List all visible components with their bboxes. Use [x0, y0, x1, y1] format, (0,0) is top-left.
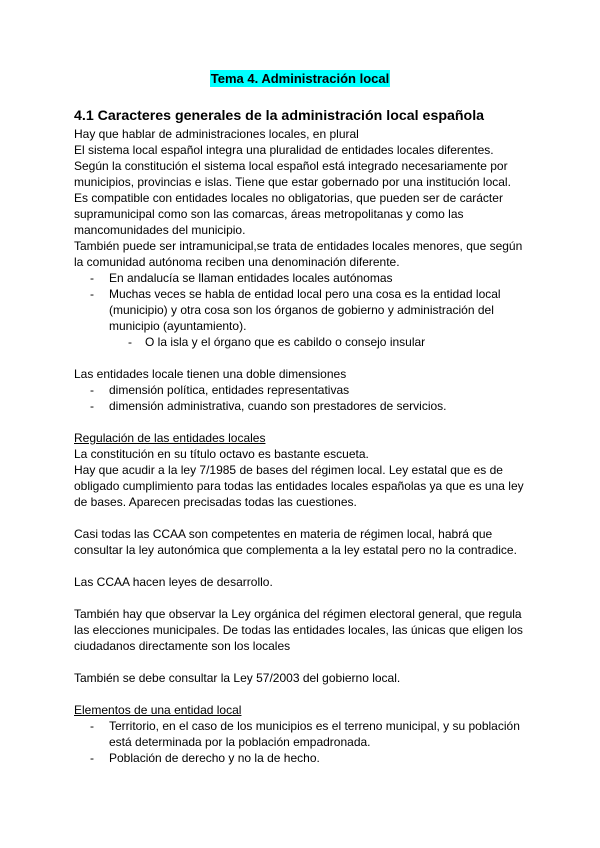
list-item: - O la isla y el órgano que es cabildo o consejo insular	[74, 334, 534, 350]
list-item: - En andalucía se llaman entidades locales autónomas	[74, 270, 534, 286]
paragraph: Casi todas las CCAA son competentes en materia de régimen local, habrá que consultar la ley autonómica que complementa a la ley estatal pero no la contradice.	[74, 527, 517, 557]
dimensions-bullet-list	[74, 382, 534, 414]
paragraph: Hay que hablar de administraciones locales, en plural	[74, 127, 359, 141]
elements-heading: Elementos de una entidad local	[74, 703, 242, 717]
elements-bullet-list	[74, 718, 534, 766]
blank-line	[74, 558, 534, 574]
document-title: Tema 4. Administración local	[210, 71, 390, 86]
list-item: - dimensión administrativa, cuando son prestadores de servicios.	[74, 398, 534, 414]
paragraph: Las entidades locale tienen una doble dimensiones	[74, 367, 347, 381]
intro-bullet-list	[74, 270, 534, 334]
blank-line	[74, 350, 534, 366]
blank-line	[74, 654, 534, 670]
intro-subbullet-list	[74, 334, 534, 350]
paragraph: Hay que acudir a la ley 7/1985 de bases del régimen local. Ley estatal que es de obligado cumplimiento para todas las entidades locales españolas ya que es una ley de bases. Aparecen precisadas todas las cuestiones.	[74, 463, 524, 509]
blank-line	[74, 590, 534, 606]
paragraph: La constitución en su título octavo es bastante escueta.	[74, 447, 369, 461]
paragraph: Las CCAA hacen leyes de desarrollo.	[74, 575, 273, 589]
list-item: - Territorio, en el caso de los municipios es el terreno municipal, y su población está determinada por la población empadronada.	[74, 718, 534, 750]
section-heading: 4.1 Caracteres generales de la administración local española	[74, 108, 485, 124]
paragraph: El sistema local español integra una pluralidad de entidades locales diferentes.	[74, 143, 494, 157]
list-item: - Población de derecho y no la de hecho.	[74, 750, 534, 766]
paragraph: También puede ser intramunicipal,se trata de entidades locales menores, que según la comunidad autónoma reciben una denominación diferente.	[74, 239, 523, 269]
list-item: - dimensión política, entidades representativas	[74, 382, 534, 398]
list-item: - Muchas veces se habla de entidad local pero una cosa es la entidad local (municipio) y otra cosa son los órganos de gobierno y administración del municipio (ayuntamiento).	[74, 286, 534, 334]
paragraph: Según la constitución el sistema local español está integrado necesariamente por municipios, provincias e islas. Tiene que estar gobernado por una institución local.	[74, 159, 511, 189]
paragraph: También hay que observar la Ley orgánica del régimen electoral general, que regula las elecciones municipales. De todas las entidades locales, las únicas que eligen los ciudadanos directamente son los locales	[74, 607, 523, 653]
title-wrap	[0, 70, 600, 88]
regulation-heading: Regulación de las entidades locales	[74, 431, 266, 445]
blank-line	[74, 686, 534, 702]
document-body	[74, 107, 534, 766]
paragraph: También se debe consultar la Ley 57/2003 del gobierno local.	[74, 671, 401, 685]
blank-line	[74, 510, 534, 526]
blank-line	[74, 414, 534, 430]
paragraph: Es compatible con entidades locales no obligatorias, que pueden ser de carácter supramunicipal como son las comarcas, áreas metropolitanas y como las mancomunidades del municipio.	[74, 191, 503, 237]
